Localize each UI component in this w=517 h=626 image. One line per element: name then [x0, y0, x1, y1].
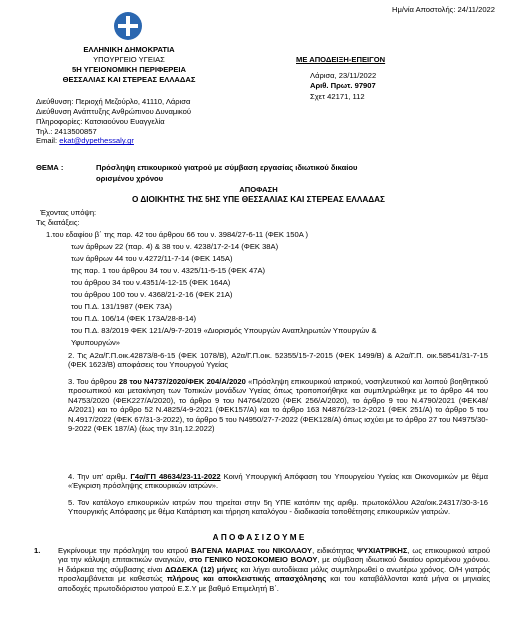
law-item: 1.του εδαφίου β΄ της παρ. 42 του άρθρου 66 του ν. 3984/27-6-11 (ΦΕΚ 150Α ) [46, 230, 308, 239]
law-item: Υφυπουργών» [71, 338, 121, 347]
issuer-line: ΥΠΟΥΡΓΕΙΟ ΥΓΕΙΑΣ [93, 54, 165, 64]
law-item: του Π.Δ. 131/1987 (ΦΕΚ 73Α) [71, 302, 172, 311]
provisions-label: Τις διατάξεις: [36, 218, 80, 227]
greek-emblem-icon [114, 12, 142, 40]
provision-5: 5. Τον κατάλογο επικουρικών ιατρών που τηρείται στην 5η ΥΠΕ κατόπιν της αριθμ. πρωτοκόλλου Α2α/οικ.24317/30-3-16 Υπουργικής Απόφασης με θέμα Κατάρτιση και τήρηση καταλόγου - διαδικασία τοποθέτησης επικουρικών γιατρών. [68, 498, 488, 517]
protocol-number: Αριθ. Πρωτ. 97907 [310, 81, 376, 91]
subject-label: ΘΕΜΑ : [36, 163, 64, 172]
subject-line: ορισμένου χρόνου [96, 174, 164, 183]
protocol-block [310, 71, 376, 102]
issuer-line: ΕΛΛΗΝΙΚΗ ΔΗΜΟΚΡΑΤΙΑ [83, 45, 175, 54]
law-item: των άρθρων 44 του ν.4272/11-7-14 (ΦΕΚ 145Α) [71, 254, 233, 263]
final-text-fragment: ΒΑΓΕΝΑ ΜΑΡΙΑΣ του ΝΙΚΟΛΑΟΥ [191, 546, 313, 555]
address-block [36, 97, 191, 146]
law-item: της παρ. 1 του άρθρου 34 του ν. 4325/11-5-15 (ΦΕΚ 47Α) [71, 266, 266, 275]
law-item: του Π.Δ. 83/2019 ΦΕΚ 121/Α/9-7-2019 «Διορισμός Υπουργών Αναπληρωτών Υπουργών & [71, 326, 377, 335]
decision-subtitle: Ο ΔΙΟΙΚΗΤΗΣ ΤΗΣ 5ΗΣ ΥΠΕ ΘΕΣΣΑΛΙΑΣ ΚΑΙ ΣΤΕΡΕΑΣ ΕΛΛΑΔΑΣ [132, 195, 385, 204]
provision-4-intro: 4. Την υπ' αριθμ. [68, 472, 131, 481]
provision-3-law: 28 του Ν4737/2020/ΦΕΚ 204/Α/2020 [118, 377, 246, 386]
having-in-view: Έχοντας υπόψη: [40, 208, 97, 217]
final-text-fragment: και του καταβάλλονται κατά μήνα οι μηνιαίες αποδοχές πρωτοδιόριστου γιατρού Ε.Σ.Υ με βαθμό Επιμελητή Β΄. [58, 574, 490, 593]
law-item: του άρθρου 100 του ν. 4368/21-2-16 (ΦΕΚ 21Α) [71, 290, 233, 299]
decision-title: ΑΠΟΦΑΣΗ [239, 185, 278, 194]
protocol-date: Λάρισα, 23/11/2022 [310, 71, 377, 80]
provision-3-intro: 3. Του άρθρου [68, 377, 119, 386]
address-line: Διεύθυνση Ανάπτυξης Ανθρώπινου Δυναμικού [36, 106, 191, 116]
final-decision-text [58, 546, 490, 593]
final-text-fragment: , ειδικότητας [312, 546, 357, 555]
issuer-line: ΘΕΣΣΑΛΙΑΣ ΚΑΙ ΣΤΕΡΕΑΣ ΕΛΛΑΔΑΣ [62, 74, 196, 84]
subject-line: Πρόσληψη επικουρικού γιατρού με σύμβαση εργασίας ιδιωτικού δικαίου [96, 163, 358, 172]
send-date: Ημ/νία Αποστολής: 24/11/2022 [392, 5, 495, 14]
law-item: των άρθρων 22 (παρ. 4) & 38 του ν. 4238/17-2-14 (ΦΕΚ 38Α) [71, 242, 279, 251]
final-text-fragment: , με σύμβαση ιδιωτικού δικαίου ορισμένου χρόνου. Η διάρκεια της σύμβασης είναι [58, 555, 490, 574]
issuer-block [38, 45, 220, 84]
final-text-fragment: Εγκρίνουμε την πρόσληψη του ιατρού [58, 546, 192, 555]
email-row [36, 136, 191, 146]
provision-2: 2. Τις Α2α/Γ.Π.οικ.42873/8-6-15 (ΦΕΚ 1078/Β), Α2α/Γ.Π.οικ. 52355/15-7-2015 (ΦΕΚ 1499/Β) & Α2α/Γ.Π. οικ.58541/31-7-15 (ΦΕΚ 1623/Β) αποφάσεις του Υπουργού Υγείας [68, 351, 488, 370]
address-line: Πληροφορίες: Κατσιαούνου Ευαγγελία [36, 116, 165, 126]
decide-title: Α Π Ο Φ Α Σ Ι Ζ Ο Υ Μ Ε [212, 533, 305, 542]
provision-3-text: «Πρόσληψη επικουρικού ιατρικού, νοσηλευτικού και λοιπού βοηθητικού προσωπικού και μετακίνηση των Τοπικών μονάδων Υγείας όπως τροποποιήθηκε και συμπληρώθηκε με το άρθρο 44 του Ν4753/2020 (ΦΕΚ227/Α/2020), το άρθρο 9 του Ν4764/2020 (ΦΕΚ 256/Α/2020), το άρθρο 9 του Ν.4790/2021 (ΦΕΚ48/Α/2021) και το άρθρο 52 Ν.4825/4-9-2021 (ΦΕΚ157/Α) και το άρθρο 163 Ν4876/23-12-2021 (ΦΕΚ 251/Α) το άρθρο 5 του Ν.4917/2022 (ΦΕΚ 67/31-3-2022), το άρθρο 5 του Ν4950/27-7-2022 (ΦΕΚ128/Α) όπως ισχύει με το άρθρο 27 του Ν4975/30-9-2022 (ΦΕΚ 187/Α) (έως την 31η.12.2022) [68, 377, 489, 434]
final-item-number: 1. [34, 546, 41, 555]
protocol-related: Σχετ 42171, 112 [310, 91, 365, 101]
final-text-fragment: , ως επικουρικού ιατρού για την κάλυψη επιτακτικών αναγκών, [58, 546, 490, 565]
final-text-fragment: ΨΥΧΙΑΤΡΙΚΗΣ [356, 546, 408, 555]
address-line: Διεύθυνση: Περιοχή Μεζούρλο, 41110, Λάρισα [36, 97, 191, 106]
provision-4-text: Κοινή Υπουργική Απόφαση του Υπουργείου Υγείας και Οικονομικών με θέμα «Έγκριση πρόσληψης επικουρικών ιατρών». [68, 472, 489, 491]
provision-3 [68, 377, 488, 434]
final-text-fragment: πλήρους και αποκλειστικής απασχόλησης [166, 574, 327, 584]
email-label: Email: [36, 136, 58, 146]
final-text-fragment: στο ΓΕΝΙΚΟ ΝΟΣΟΚΟΜΕΙΟ ΒΟΛΟΥ [189, 555, 318, 565]
law-item: του άρθρου 34 του ν.4351/4-12-15 (ΦΕΚ 164Α) [71, 278, 231, 287]
urgent-title: ΜΕ ΑΠΟΔΕΙΞΗ-ΕΠΕΙΓΟΝ [296, 55, 386, 64]
address-line: Τηλ.: 2413500857 [36, 126, 97, 136]
final-text-fragment: ΔΩΔΕΚΑ (12) μήνες [164, 564, 238, 574]
final-text-fragment: και λήγει αυτοδίκαια μόλις συμπληρωθεί ο ανωτέρω χρόνος. Ο/Η γιατρός προσλαμβάνεται με καθεστώς [58, 564, 491, 584]
provision-4 [68, 472, 488, 491]
issuer-line: 5Η ΥΓΕΙΟΝΟΜΙΚΗ ΠΕΡΙΦΕΡΕΙΑ [71, 64, 187, 74]
email-link[interactable]: ekat@dypethessaly.gr [59, 136, 134, 146]
law-item: του Π.Δ. 106/14 (ΦΕΚ 173Α/28-8-14) [71, 314, 196, 323]
provision-4-ref: Γ4α/ΓΠ 48634/23-11-2022 [130, 472, 221, 481]
